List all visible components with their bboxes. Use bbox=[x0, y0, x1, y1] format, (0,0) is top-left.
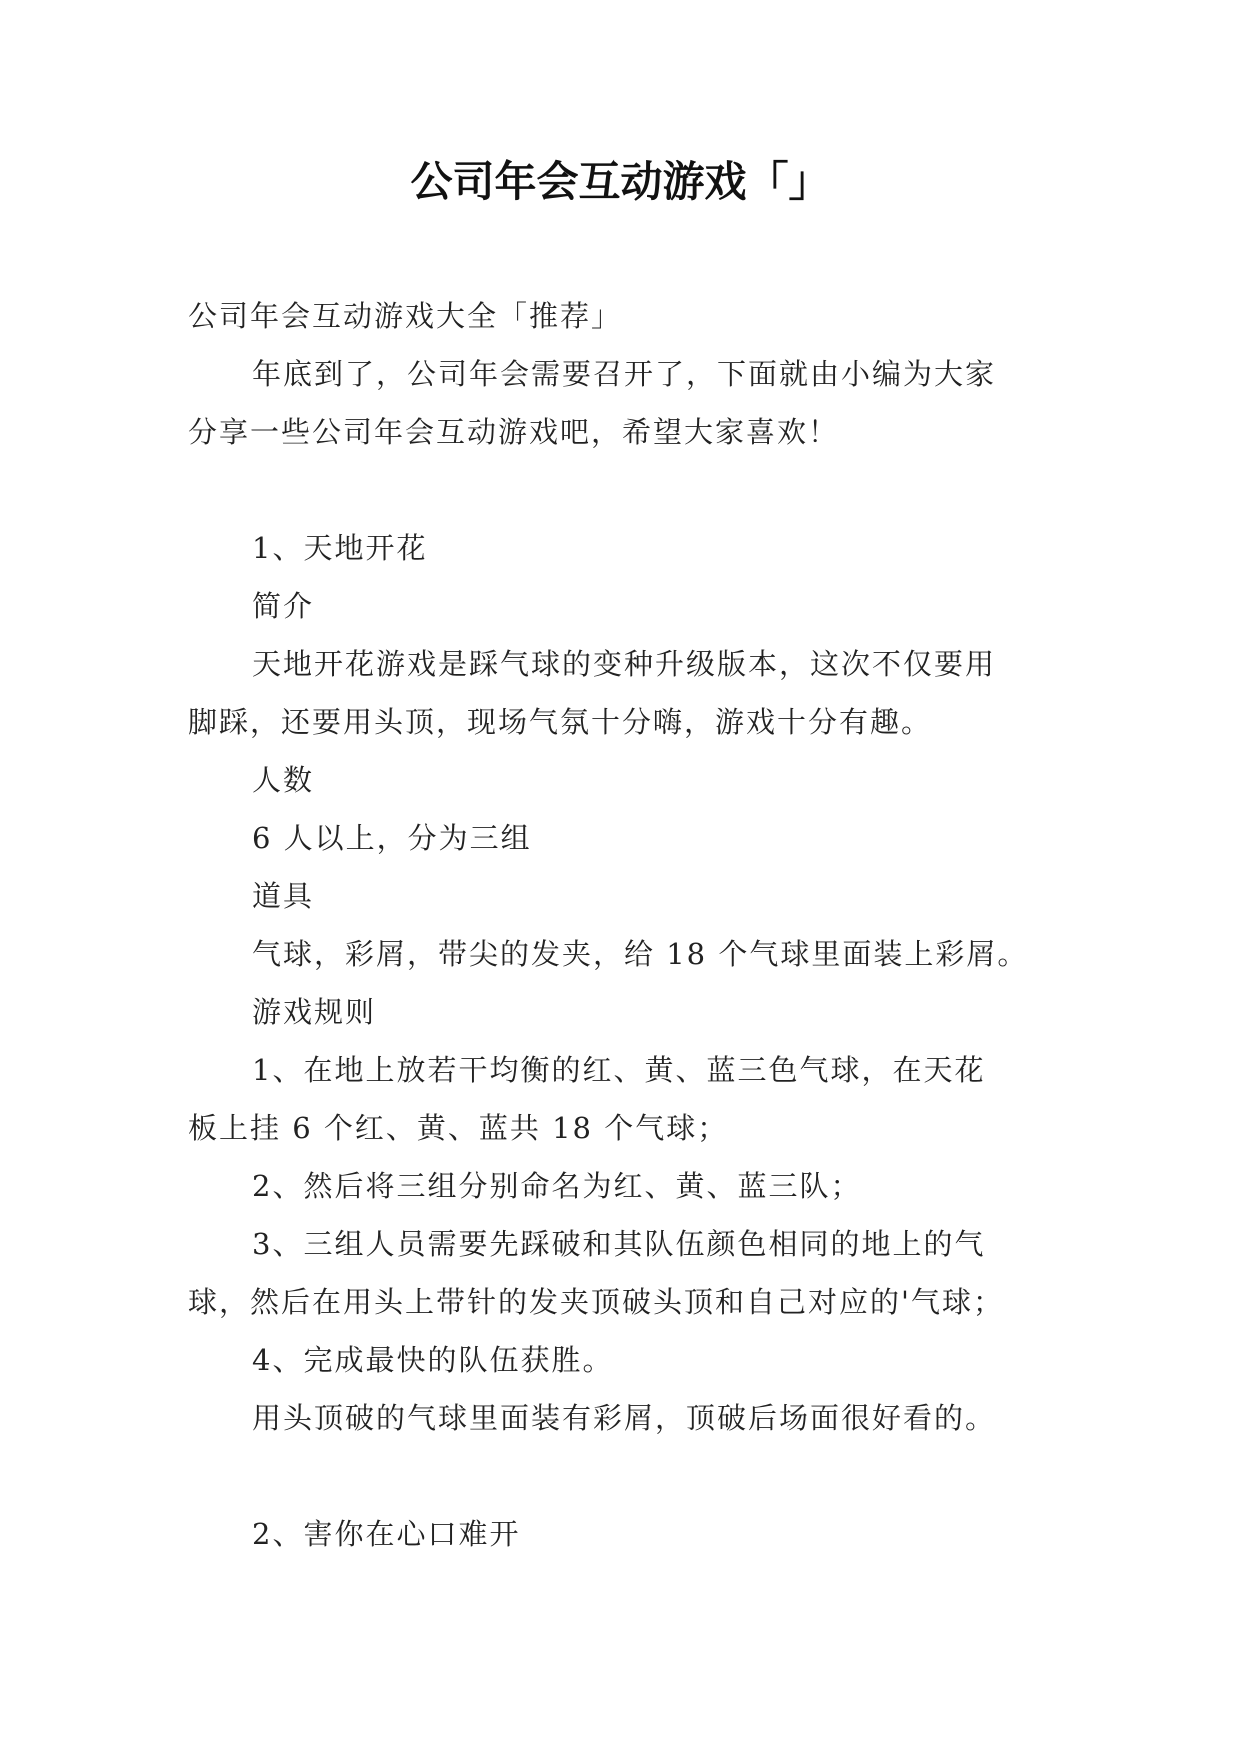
game1-heading: 1、天地开花 bbox=[252, 531, 428, 565]
game1-people-value: 6 人以上，分为三组 bbox=[252, 821, 532, 855]
intro-line-1: 年底到了，公司年会需要召开了，下面就由小编为大家 bbox=[252, 357, 997, 391]
intro-line-2: 分享一些公司年会互动游戏吧，希望大家喜欢！ bbox=[188, 415, 840, 449]
game1-note: 用头顶破的气球里面装有彩屑，顶破后场面很好看的。 bbox=[252, 1401, 997, 1435]
game1-intro-line-1: 天地开花游戏是踩气球的变种升级版本，这次不仅要用 bbox=[252, 647, 997, 681]
document-title: 公司年会互动游戏「」 bbox=[410, 157, 831, 206]
game2-heading: 2、害你在心口难开 bbox=[252, 1517, 521, 1551]
spacer bbox=[188, 461, 1068, 519]
game1-rule1-line-1: 1、在地上放若干均衡的红、黄、蓝三色气球，在天花 bbox=[252, 1053, 986, 1087]
spacer bbox=[188, 1447, 1068, 1505]
game1-rules-label: 游戏规则 bbox=[252, 995, 377, 1029]
game1-intro-line-2: 脚踩，还要用头顶，现场气氛十分嗨，游戏十分有趣。 bbox=[188, 705, 933, 739]
game1-rule3-line-1: 3、三组人员需要先踩破和其队伍颜色相同的地上的气 bbox=[252, 1227, 986, 1261]
document-body bbox=[188, 287, 1068, 1563]
subtitle: 公司年会互动游戏大全「推荐」 bbox=[188, 299, 623, 333]
game1-props-label: 道具 bbox=[252, 879, 315, 913]
game1-intro-label: 简介 bbox=[252, 589, 315, 623]
game1-rule2: 2、然后将三组分别命名为红、黄、蓝三队； bbox=[252, 1169, 862, 1203]
game1-rule4: 4、完成最快的队伍获胜。 bbox=[252, 1343, 614, 1377]
game1-people-label: 人数 bbox=[252, 763, 315, 797]
game1-rule3-line-2: 球，然后在用头上带针的发夹顶破头顶和自己对应的'气球； bbox=[188, 1285, 1004, 1319]
game1-props-value: 气球，彩屑，带尖的发夹，给 18 个气球里面装上彩屑。 bbox=[252, 937, 1029, 971]
game1-rule1-line-2: 板上挂 6 个红、黄、蓝共 18 个气球； bbox=[188, 1111, 729, 1145]
